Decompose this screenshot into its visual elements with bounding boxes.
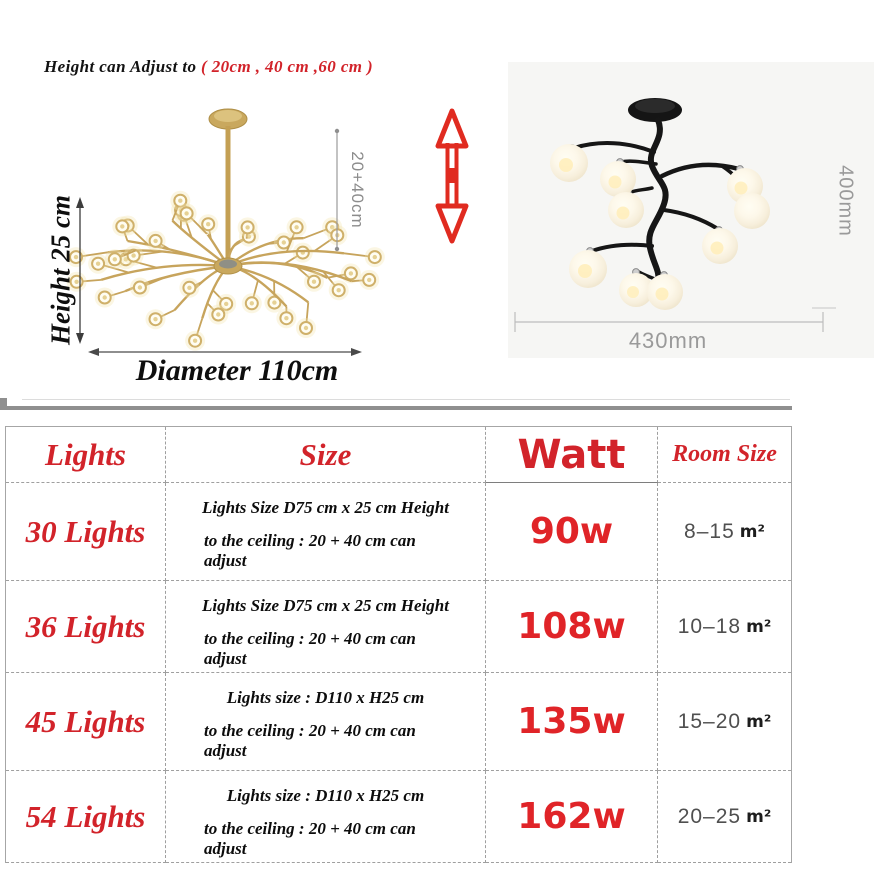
room-size-cell — [658, 483, 791, 581]
table-header-row — [6, 427, 791, 483]
watt-cell — [486, 483, 658, 581]
size-line2: to the ceiling : 20 + 40 cm can — [204, 531, 416, 550]
size-line1: Lights size : D110 x H25 cm — [226, 786, 425, 805]
room-size-cell — [658, 581, 791, 673]
lights-cell — [6, 771, 166, 863]
room-size-cell — [658, 673, 791, 771]
drop-dimension-label: 20+40cm — [348, 151, 367, 229]
size-line3: adjust — [204, 839, 247, 858]
watt-cell — [486, 673, 658, 771]
black-chandelier-drawing — [508, 62, 874, 358]
size-line3: adjust — [204, 741, 247, 760]
table-row — [6, 483, 791, 581]
size-cell — [166, 581, 486, 673]
room-size-value: 10–18 — [677, 614, 742, 638]
up-down-arrow-icon — [430, 105, 475, 245]
right-height-dimension-label: 400mm — [834, 165, 857, 237]
table-body — [6, 483, 791, 863]
lights-cell — [6, 483, 166, 581]
header-lights-label: Lights — [45, 436, 126, 472]
title-red-text: ( 20cm , 40 cm ,60 cm ) — [201, 57, 374, 76]
height-dimension-label: Height 25 cm — [45, 195, 76, 345]
spec-table — [5, 426, 792, 863]
header-size-label: Size — [299, 436, 352, 472]
gold-chandelier-drawing — [30, 100, 400, 395]
room-size-unit: m² — [746, 806, 772, 827]
lights-count-label: 54 Lights — [25, 798, 146, 834]
section-divider — [0, 406, 792, 410]
canopy-highlight — [635, 99, 675, 113]
table-row — [6, 771, 791, 863]
watt-value: 162w — [517, 796, 626, 837]
size-line3: adjust — [204, 551, 247, 570]
lights-count-label: 45 Lights — [25, 703, 146, 739]
size-cell — [166, 673, 486, 771]
hub-shade — [219, 260, 237, 269]
room-size-cell — [658, 771, 791, 863]
room-size-unit: m² — [746, 711, 772, 732]
table-row — [6, 581, 791, 673]
size-cell — [166, 771, 486, 863]
canopy-highlight — [214, 110, 242, 122]
room-size-value: 20–25 — [677, 804, 742, 828]
header-room-size — [658, 427, 791, 483]
header-watt-label: Watt — [517, 431, 626, 478]
left-product-image — [30, 100, 400, 395]
header-watt — [486, 427, 658, 483]
right-width-dimension-label: 430mm — [628, 328, 708, 353]
room-size-unit: m² — [739, 521, 765, 542]
room-size-value: 8–15 — [684, 519, 735, 543]
size-line1: Lights Size D75 cm x 25 cm Height — [202, 596, 449, 615]
size-line3: adjust — [204, 649, 247, 668]
watt-value: 135w — [517, 701, 626, 742]
watt-value: 90w — [529, 511, 614, 552]
lights-count-label: 36 Lights — [25, 608, 146, 644]
room-size-unit: m² — [746, 616, 772, 637]
size-line1: Lights size : D110 x H25 cm — [226, 688, 425, 707]
title-black-text: Height can Adjust to — [44, 57, 202, 76]
header-room-size-label: Room Size — [672, 441, 777, 467]
size-line2: to the ceiling : 20 + 40 cm can — [204, 819, 416, 838]
right-product-image — [508, 62, 874, 358]
room-size-value: 15–20 — [677, 709, 742, 733]
lights-cell — [6, 673, 166, 771]
size-line2: to the ceiling : 20 + 40 cm can — [204, 629, 416, 648]
lights-cell — [6, 581, 166, 673]
size-line1: Lights Size D75 cm x 25 cm Height — [202, 498, 449, 517]
header-lights — [6, 427, 166, 483]
lights-count-label: 30 Lights — [25, 513, 146, 549]
watt-cell — [486, 581, 658, 673]
diameter-dimension-label: Diameter 110cm — [135, 354, 339, 387]
divider-notch — [0, 398, 7, 410]
size-cell — [166, 483, 486, 581]
header-size — [166, 427, 486, 483]
size-line2: to the ceiling : 20 + 40 cm can — [204, 721, 416, 740]
watt-cell — [486, 771, 658, 863]
page-title — [44, 57, 373, 77]
table-row — [6, 673, 791, 771]
watt-value: 108w — [517, 606, 626, 647]
divider-hairline — [22, 399, 790, 400]
hanging-rod — [226, 126, 231, 266]
